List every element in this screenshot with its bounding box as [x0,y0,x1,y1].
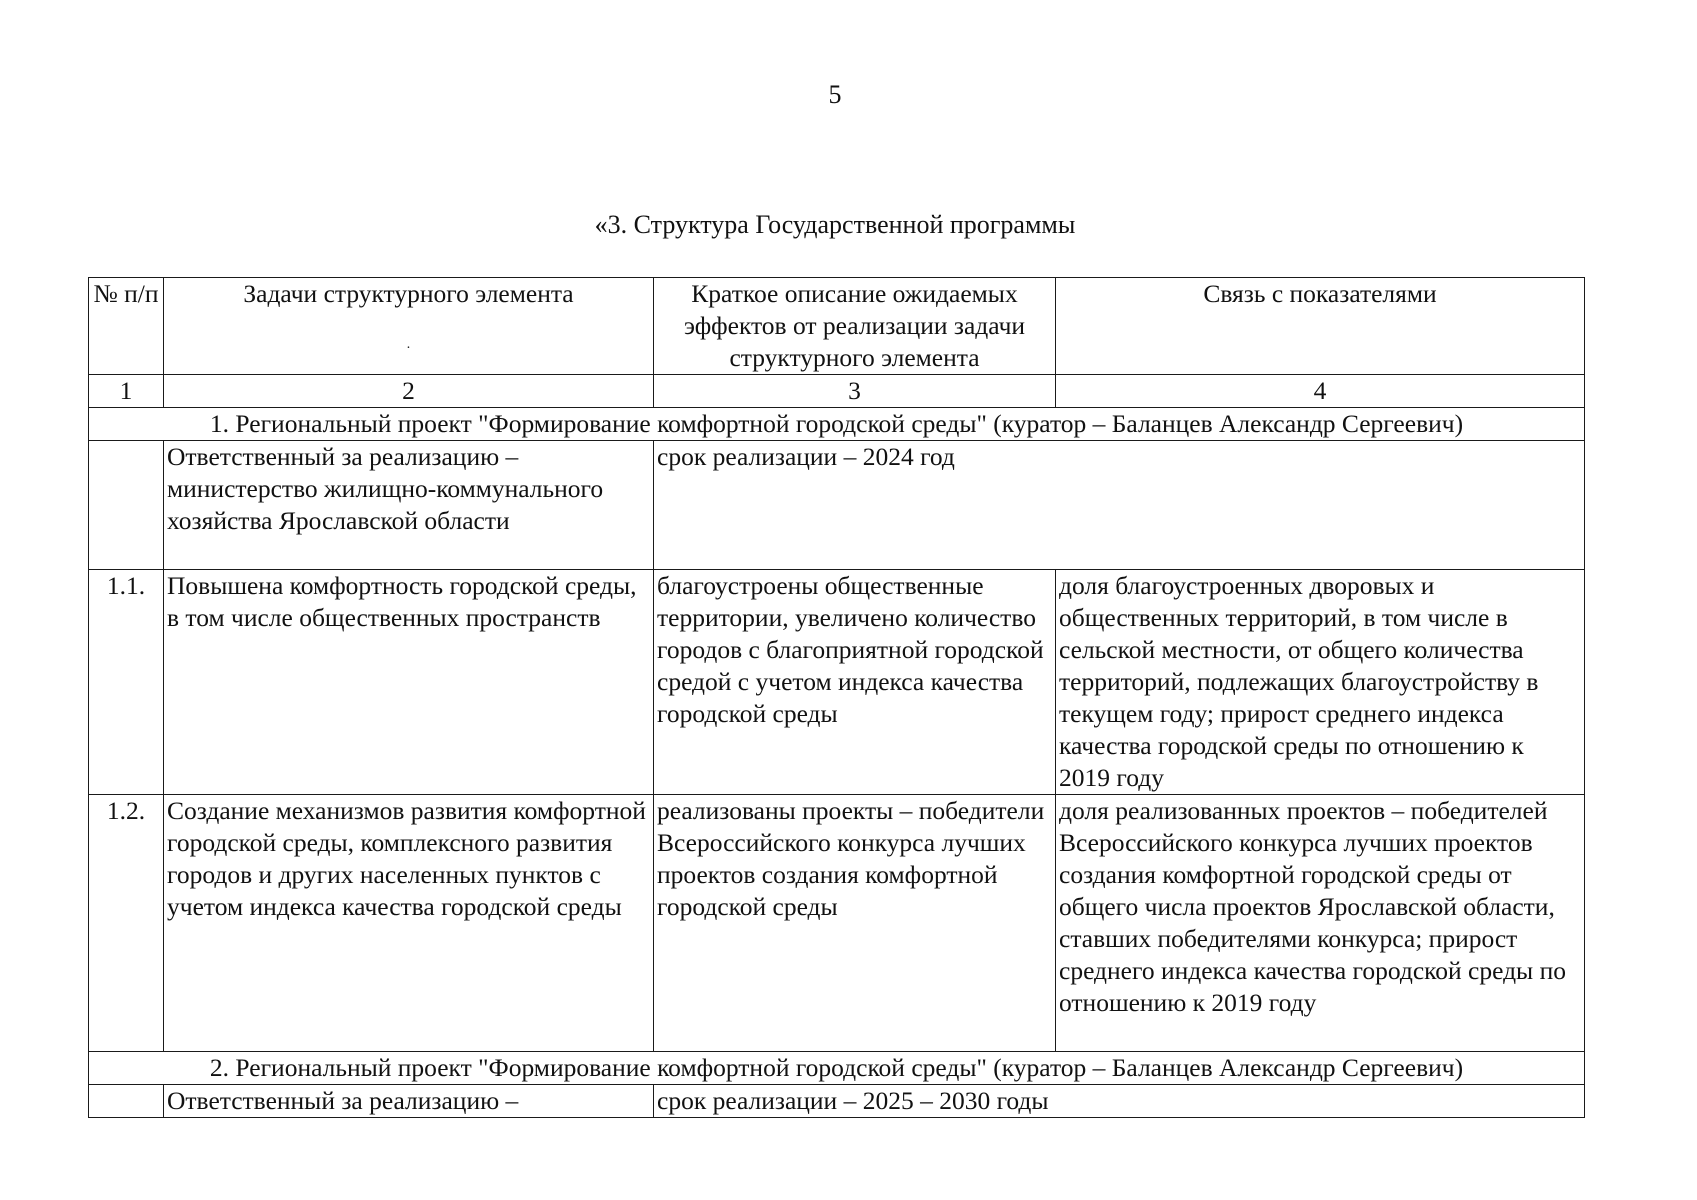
responsible-text: Ответственный за реализацию – [164,1085,654,1118]
term-text: срок реализации – 2025 – 2030 годы [654,1085,1585,1118]
table-row [89,795,1585,1052]
empty-cell [89,441,164,570]
section-title: 1. Региональный проект "Формирование комфортной городской среды" (куратор – Баланцев Александр Сергеевич) [89,408,1585,441]
row-number: 1.1. [89,570,164,795]
responsible-text: Ответственный за реализацию – министерство жилищно-коммунального хозяйства Ярославской области [164,441,654,570]
section-title: 2. Региональный проект "Формирование комфортной городской среды" (куратор – Баланцев Александр Сергеевич) [89,1052,1585,1085]
header-effects: Краткое описание ожидаемых эффектов от реализации задачи структурного элемента [654,278,1056,375]
column-number-2: 2 [164,375,654,408]
header-tasks-label: Задачи структурного элемента [243,279,574,308]
responsible-row [89,1085,1585,1118]
page-number: 5 [828,80,842,109]
column-number-4: 4 [1056,375,1585,408]
empty-cell [89,1085,164,1118]
row-task: Создание механизмов развития комфортной городской среды, комплексного развития городов и других населенных пунктов с учетом индекса качества городской среды [164,795,654,1052]
page-title: «3. Структура Государственной программы [594,210,1076,239]
row-number: 1.2. [89,795,164,1052]
row-effect: благоустроены общественные территории, увеличено количество городов с благоприятной городской средой с учетом индекса качества городской среды [654,570,1056,795]
column-number-row [89,375,1585,408]
responsible-row [89,441,1585,570]
row-task: Повышена комфортность городской среды, в том числе общественных пространств [164,570,654,795]
table-row [89,570,1585,795]
section-row [89,1052,1585,1085]
term-text: срок реализации – 2024 год [654,441,1585,570]
section-row [89,408,1585,441]
column-number-1: 1 [89,375,164,408]
column-number-3: 3 [654,375,1056,408]
row-indicator: доля реализованных проектов – победителей Всероссийского конкурса лучших проектов создания комфортной городской среды от общего числа проектов Ярославской области, ставших победителями конкурса; прирост среднего индекса качества городской среды по отношению к 2019 году [1056,795,1585,1052]
table-header-row [89,278,1585,375]
scan-dot: · [406,341,411,356]
header-tasks [164,278,654,375]
header-indicators: Связь с показателями [1056,278,1585,375]
header-number: № п/п [89,278,164,375]
row-effect: реализованы проекты – победители Всероссийского конкурса лучших проектов создания комфортной городской среды [654,795,1056,1052]
program-structure-table [88,277,1585,1118]
row-indicator: доля благоустроенных дворовых и общественных территорий, в том числе в сельской местности, от общего количества территорий, подлежащих благоустройству в текущем году; прирост среднего индекса качества городской среды по отношению к 2019 году [1056,570,1585,795]
